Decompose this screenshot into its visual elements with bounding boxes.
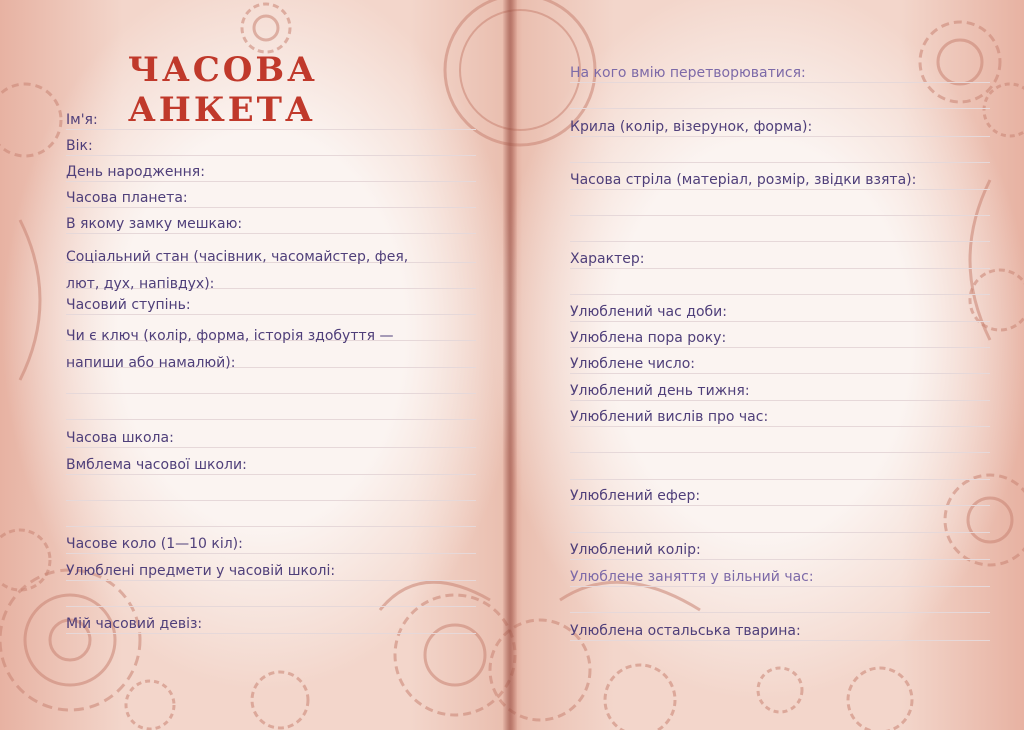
ruled-line	[570, 532, 990, 533]
field-label: Часова планета:	[66, 190, 188, 206]
ruled-line	[570, 189, 990, 190]
ruled-line	[66, 181, 476, 182]
field-label: Мій часовий девіз:	[66, 616, 203, 632]
ruled-line	[66, 606, 476, 607]
field-label: Улюблений час доби:	[570, 304, 727, 320]
ruled-line	[66, 580, 476, 581]
ruled-line	[570, 426, 990, 427]
field-label: Улюблений вислів про час:	[570, 409, 769, 425]
field-label: Улюблений колір:	[570, 542, 701, 558]
field-label: Улюблені предмети у часовій школі:	[66, 563, 336, 579]
ruled-line	[66, 419, 476, 420]
field-label: Соціальний стан (часівник, часомайстер, фея, лют, дух, напівдух):	[66, 249, 409, 292]
page-title: ЧАСОВА АНКЕТА	[128, 50, 318, 130]
ruled-line	[66, 447, 476, 448]
ruled-line	[66, 633, 476, 634]
field-label: Вмблема часової школи:	[66, 457, 247, 473]
ruled-line	[570, 612, 990, 613]
field-label: Ім'я:	[66, 112, 98, 128]
ruled-line	[570, 321, 990, 322]
ruled-line	[570, 136, 990, 137]
ruled-line	[570, 479, 990, 480]
ruled-line	[66, 393, 476, 394]
ruled-line	[570, 586, 990, 587]
field-label: Крила (колір, візерунок, форма):	[570, 119, 813, 135]
field-label: Характер:	[570, 251, 645, 267]
field-label: Улюблена пора року:	[570, 330, 727, 346]
ruled-line	[570, 162, 990, 163]
ruled-line	[570, 215, 990, 216]
ruled-line	[66, 155, 476, 156]
ruled-line	[570, 108, 990, 109]
field-label: Улюблений день тижня:	[570, 383, 750, 399]
field-label: Часова стріла (матеріал, розмір, звідки взята):	[570, 172, 917, 188]
ruled-line	[570, 241, 990, 242]
ruled-line	[570, 505, 990, 506]
ruled-line	[66, 553, 476, 554]
field-label: Улюблена остальська тварина:	[570, 623, 801, 639]
field-label: Улюблене заняття у вільний час:	[570, 569, 814, 585]
ruled-line	[66, 207, 476, 208]
field-label: Улюблене число:	[570, 356, 695, 372]
ruled-line	[570, 82, 990, 83]
field-label: Часова школа:	[66, 430, 174, 446]
ruled-line	[570, 373, 990, 374]
ruled-line	[570, 400, 990, 401]
book-gutter	[503, 0, 517, 730]
ruled-line	[570, 559, 990, 560]
ruled-line	[66, 526, 476, 527]
ruled-line	[570, 452, 990, 453]
field-label: День народження:	[66, 164, 205, 180]
ruled-line	[66, 474, 476, 475]
left-page	[0, 0, 503, 730]
ruled-line	[66, 500, 476, 501]
right-page	[517, 0, 1024, 730]
field-label: Улюблений ефер:	[570, 488, 701, 504]
ruled-line	[570, 294, 990, 295]
ruled-line	[66, 233, 476, 234]
field-label: На кого вмію перетворюватися:	[570, 65, 806, 81]
ruled-line	[570, 268, 990, 269]
field-label: Вік:	[66, 138, 93, 154]
field-label: Чи є ключ (колір, форма, історія здобуття — напиши або намалюй):	[66, 328, 394, 371]
ruled-line	[66, 314, 476, 315]
field-label: В якому замку мешкаю:	[66, 216, 243, 232]
field-label: Часове коло (1—10 кіл):	[66, 536, 243, 552]
ruled-line	[570, 347, 990, 348]
ruled-line	[570, 640, 990, 641]
field-label: Часовий ступінь:	[66, 297, 191, 313]
